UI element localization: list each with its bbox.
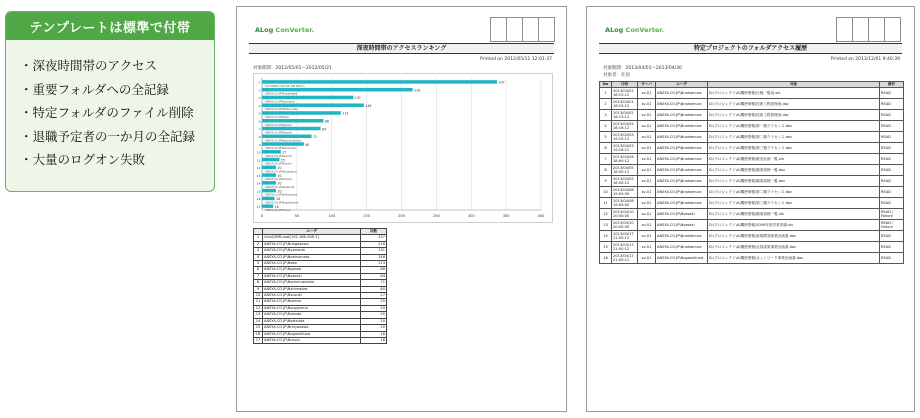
col-header-user: ユーザ (263, 229, 361, 235)
ranking-table (253, 228, 387, 344)
target-cell: D:\プロジェクト\A\機密情報\技術工程管理表.doc (708, 110, 880, 121)
target-cell: D:\プロジェクト\A\機密情報\第二期ライセンス.doc (708, 187, 880, 198)
no-cell: 16 (600, 253, 612, 264)
report-period: 対象期間：2013/04/01～2013/04/30 (603, 66, 682, 71)
operation-cell: READ / Failure (880, 209, 904, 220)
template-item: ・特定フォルダのファイル削除 (20, 105, 194, 120)
user-cell: ANSYA.CO.JP\Nsatsuda (263, 318, 361, 324)
table-row (600, 165, 904, 176)
bar (262, 189, 276, 192)
target-cell: D:\プロジェクト\A\機密情報\顧客管理一覧.xls (708, 209, 880, 220)
rank-cell: 11 (254, 299, 263, 305)
col-header-target: 対象 (708, 82, 880, 88)
x-tick-label: 150 (363, 214, 371, 218)
bar (262, 166, 276, 169)
operation-cell: READ (880, 198, 904, 209)
bar-user-label: ANSYA.CO.JP\Nokada (265, 178, 292, 182)
bar-value-label: 20 (277, 189, 282, 194)
count-cell: 84 (361, 273, 387, 279)
report-period: 対象期間：2012/05/01～2012/05/21 (253, 66, 332, 71)
bar-user-label: ANSYA.CO.JP\Nsatsuda (265, 185, 295, 189)
operation-cell: READ (880, 242, 904, 253)
category-label: 10 (256, 150, 261, 155)
report-ranking-sheet (236, 6, 567, 412)
count-cell: 71 (361, 280, 387, 286)
user-cell: ANSYA.CO.JP\Nsasaki (263, 273, 361, 279)
table-row (600, 198, 904, 209)
category-label: 3 (258, 96, 261, 101)
bar-value-label: 27 (282, 150, 287, 155)
rank-cell: 17 (254, 337, 263, 343)
operation-cell: READ (880, 110, 904, 121)
bar-value-label: 20 (277, 181, 282, 186)
bar-value-label: 131 (354, 96, 361, 101)
printed-date: Printed on 2012/05/11 12:01:37 (479, 57, 552, 62)
no-cell: 3 (600, 110, 612, 121)
user-cell: ANSYA.CO.JP\Nkatsumata (263, 254, 361, 260)
no-cell: 8 (600, 165, 612, 176)
server-cell: sv-01 (638, 220, 656, 231)
template-item: ・退職予定者の一か月の全記録 (20, 128, 196, 144)
category-label: 13 (256, 173, 261, 178)
target-cell: D:\プロジェクト\A\機密情報\第三期ライセンス.doc (708, 143, 880, 154)
table-row (600, 209, 904, 220)
bar-user-label: Unix\DNR-root[192.168.208.1] (265, 84, 305, 88)
approval-stamp-boxes (491, 17, 555, 42)
no-cell: 14 (600, 231, 612, 242)
table-row (600, 143, 904, 154)
count-cell: 113 (361, 261, 387, 267)
user-cell: ANSYA.CO.JP\Nnakamura (656, 165, 708, 176)
count-cell: 25 (361, 299, 387, 305)
rank-cell: 8 (254, 280, 263, 286)
bar (262, 150, 281, 153)
template-card-title: テンプレートは標準で付帯 (6, 12, 214, 40)
rank-cell: 1 (254, 235, 263, 241)
operation-cell: READ (880, 165, 904, 176)
count-cell: 18 (361, 331, 387, 337)
template-list (6, 40, 214, 172)
no-cell: 7 (600, 154, 612, 165)
date-cell: 2013/04/08 19:00:00 (612, 198, 638, 209)
server-cell: sv-01 (638, 88, 656, 99)
rank-cell: 5 (254, 261, 263, 267)
count-cell: 131 (361, 248, 387, 254)
x-tick-label: 50 (294, 214, 300, 218)
count-cell: 216 (361, 241, 387, 247)
col-header-count: 回数 (361, 229, 387, 235)
bar-user-label: ANSYA.CO.JP\Nkatsumata (265, 108, 298, 112)
user-cell: ANSYA.CO.JP\Nnakamura (656, 132, 708, 143)
date-cell: 2013/04/17 21:00:12 (612, 242, 638, 253)
category-label: 7 (258, 127, 261, 132)
server-cell: sv-01 (638, 121, 656, 132)
table-row (600, 154, 904, 165)
date-cell: 2013/04/03 19:16:12 (612, 143, 638, 154)
alog-logo (255, 26, 314, 34)
bar (262, 88, 413, 91)
category-label: 5 (258, 111, 261, 116)
user-cell: ANSYA.CO.JP\Nnakamura (656, 143, 708, 154)
count-cell: 20 (361, 305, 387, 311)
rank-cell: 14 (254, 318, 263, 324)
date-cell: 2013/04/04 18:00:12 (612, 154, 638, 165)
table-row (600, 176, 904, 187)
bar-value-label: 216 (414, 88, 421, 93)
x-tick-label: 0 (260, 214, 264, 218)
date-cell: 2013/04/01 18:15:12 (612, 99, 638, 110)
rank-cell: 3 (254, 248, 263, 254)
table-row (254, 337, 387, 343)
x-tick-label: 350 (502, 214, 510, 218)
user-cell: ANSYA.CO.JP\Nokada (263, 312, 361, 318)
no-cell: 15 (600, 242, 612, 253)
target-cell: D:\プロジェクト\A\機密情報\2009年度営業実績.xls (708, 220, 880, 231)
server-cell: sv-01 (638, 187, 656, 198)
category-label: 4 (258, 103, 261, 108)
count-cell: 20 (361, 312, 387, 318)
bar-value-label: 20 (277, 166, 282, 171)
bar-user-label: ANSYA.CO.JP\Nshimadas (265, 147, 297, 151)
table-row (600, 231, 904, 242)
rank-cell: 15 (254, 325, 263, 331)
user-cell: ANSYA.CO.JP\Nmuro (263, 337, 361, 343)
ranking-bar-chart-svg (254, 74, 554, 224)
bar-value-label: 16 (274, 204, 279, 209)
operation-cell: READ (880, 143, 904, 154)
user-cell: ANSYA.CO.JP\Nnakamura (656, 198, 708, 209)
operation-cell: READ (880, 88, 904, 99)
template-item: ・重要フォルダへの全記録 (20, 81, 169, 97)
server-cell: sv-01 (638, 198, 656, 209)
operation-cell: READ (880, 132, 904, 143)
no-cell: 6 (600, 143, 612, 154)
bar-user-label: ANSYA.CO.JP\Nmuro (265, 209, 291, 213)
target-cell: D:\プロジェクト\A\機密情報\第三期ライセンス.doc (708, 198, 880, 209)
bar-user-label: ANSYA.CO.JP\Ngoseo (265, 123, 292, 127)
bar-value-label: 60 (305, 142, 310, 147)
report-target: 対象者：社員 (603, 73, 630, 78)
x-tick-label: 250 (432, 214, 440, 218)
bar-value-label: 113 (342, 111, 349, 116)
table-row (600, 110, 904, 121)
operation-cell: READ (880, 231, 904, 242)
user-cell: ANSYA.CO.JP\Nsugiyama (263, 305, 361, 311)
bar (262, 181, 276, 184)
category-label: 9 (258, 142, 261, 147)
ranking-bar-chart (253, 73, 553, 223)
user-cell: Unix\DNR-root[192.168.208.1] (263, 235, 361, 241)
bar (262, 96, 353, 99)
count-cell: 20 (361, 325, 387, 331)
date-cell: 2013/04/17 21:00:12 (612, 231, 638, 242)
server-cell: sv-01 (638, 253, 656, 264)
user-cell: ANSYA.CO.JP\Nadministrator (263, 280, 361, 286)
approval-stamp-boxes (837, 17, 901, 42)
no-cell: 9 (600, 176, 612, 187)
no-cell: 10 (600, 187, 612, 198)
date-cell: 2013/04/10 20:00:00 (612, 220, 638, 231)
target-cell: D:\プロジェクト\A\機密情報\仕様一覧表.xls (708, 88, 880, 99)
bar (262, 127, 321, 130)
bar (262, 142, 304, 145)
bar-value-label: 20 (277, 173, 282, 178)
template-item: ・深夜時間帯のアクセス (20, 58, 158, 73)
bar-value-label: 71 (313, 135, 318, 140)
user-cell: ANSYA.CO.JP\Nabe (263, 261, 361, 267)
bar (262, 204, 273, 207)
bar-value-label: 84 (322, 127, 327, 132)
logo-prefix: ALog (605, 26, 624, 34)
rank-cell: 7 (254, 273, 263, 279)
template-card (5, 11, 215, 192)
operation-cell: READ (880, 154, 904, 165)
server-cell: sv-01 (638, 231, 656, 242)
user-cell: ANSYA.CO.JP\Nnakamura (656, 110, 708, 121)
bar-user-label: ANSYA.CO.JP\Nogashihara (265, 201, 299, 205)
bar (262, 197, 275, 200)
user-cell: ANSYA.CO.JP\Nnagasawa (263, 241, 361, 247)
date-cell: 2013/04/08 19:00:00 (612, 187, 638, 198)
table-row (600, 253, 904, 264)
server-cell: sv-01 (638, 176, 656, 187)
bar-value-label: 18 (276, 197, 281, 202)
user-cell: ANSYA.CO.JP\Nnakamura (656, 88, 708, 99)
user-cell: ANSYA.CO.JP\Nmiyazawa (263, 325, 361, 331)
date-cell: 2013/04/10 20:00:00 (612, 209, 638, 220)
count-cell: 16 (361, 337, 387, 343)
bar-user-label: ANSYA.CO.JP\Nsasaki (265, 131, 293, 135)
rank-cell: 16 (254, 331, 263, 337)
operation-cell: READ (880, 99, 904, 110)
user-cell: ANSYA.CO.JP\Nnakamura (656, 242, 708, 253)
x-tick-label: 300 (467, 214, 475, 218)
rank-cell: 2 (254, 241, 263, 247)
user-cell: ANSYA.CO.JP\Nsasaki (656, 209, 708, 220)
user-cell: ANSYA.CO.JP\Nsasaki (656, 220, 708, 231)
date-cell: 2013/04/17 21:00:12 (612, 253, 638, 264)
user-cell: ANSYA.CO.JP\Nnakamura (656, 231, 708, 242)
count-cell: 60 (361, 286, 387, 292)
user-cell: ANSYA.CO.JP\Nnakamura (656, 99, 708, 110)
target-cell: D:\プロジェクト\A\機密情報\販売計画一覧.xls (708, 154, 880, 165)
rank-cell: 12 (254, 305, 263, 311)
bar-user-label: ANSYA.CO.JP\Nsuzuki (265, 154, 293, 158)
target-cell: D:\プロジェクト\A\機密情報\技術工程管理表.doc (708, 99, 880, 110)
date-cell: 2013/04/05 18:00:12 (612, 165, 638, 176)
server-cell: sv-01 (638, 143, 656, 154)
user-cell: ANSYA.CO.JP\Nyamada (263, 248, 361, 254)
category-label: 11 (256, 158, 261, 163)
target-cell: D:\プロジェクト\A\機密情報\新規開発事業計画書.doc (708, 231, 880, 242)
server-cell: sv-01 (638, 154, 656, 165)
operation-cell: READ / Failure (880, 220, 904, 231)
col-header-server: サーバ (638, 82, 656, 88)
server-cell: sv-01 (638, 110, 656, 121)
table-row (600, 242, 904, 253)
user-cell: ANSYA.CO.JP\Nogashihara (263, 331, 361, 337)
target-cell: D:\プロジェクト\A\機密情報\第一期ライセンス.doc (708, 121, 880, 132)
report-history-sheet (586, 6, 915, 412)
date-cell: 2013/04/01 18:15:12 (612, 88, 638, 99)
operation-cell: READ (880, 187, 904, 198)
table-row (600, 187, 904, 198)
bar (262, 119, 323, 122)
x-tick-label: 200 (398, 214, 405, 218)
server-cell: sv-01 (638, 209, 656, 220)
report-title: 特定プロジェクトのフォルダアクセス履歴 (599, 43, 902, 54)
table-row (600, 220, 904, 231)
no-cell: 4 (600, 121, 612, 132)
category-label: 15 (256, 189, 261, 194)
no-cell: 2 (600, 99, 612, 110)
count-cell: 146 (361, 254, 387, 260)
count-cell: 88 (361, 267, 387, 273)
bar (262, 135, 312, 138)
date-cell: 2013/04/02 16:13:12 (612, 110, 638, 121)
rank-cell: 13 (254, 312, 263, 318)
col-header-operation: 操作 (880, 82, 904, 88)
category-label: 12 (256, 166, 261, 171)
user-cell: ANSYA.CO.JP\Nnakamura (656, 176, 708, 187)
x-tick-label: 100 (328, 214, 336, 218)
target-cell: D:\プロジェクト\A\機密情報\顧客管理一覧.doc (708, 176, 880, 187)
count-cell: 27 (361, 293, 387, 299)
bar-value-label: 337 (498, 80, 505, 85)
logo-suffix: ConVerter. (273, 26, 314, 34)
rank-cell: 6 (254, 267, 263, 273)
bar-value-label: 146 (365, 103, 372, 108)
printed-date: Printed on 2013/12/01 9:40:39 (830, 57, 900, 62)
user-cell: ANSYA.CO.JP\Nnakamura (656, 121, 708, 132)
date-cell: 2013/04/03 19:15:12 (612, 132, 638, 143)
col-header-no: No (600, 82, 612, 88)
server-cell: sv-01 (638, 242, 656, 253)
user-cell: ANSYA.CO.JP\Nokano (263, 299, 361, 305)
bar (262, 111, 341, 114)
target-cell: D:\プロジェクト\A\機密情報\社員成果事業計画書.doc (708, 242, 880, 253)
category-label: 6 (258, 119, 261, 124)
server-cell: sv-01 (638, 165, 656, 176)
template-item: ・大量のログオン失敗 (20, 152, 146, 167)
bar-user-label: ANSYA.CO.JP\Nmiyazawa (265, 193, 298, 197)
operation-cell: READ (880, 176, 904, 187)
no-cell: 1 (600, 88, 612, 99)
table-row (600, 99, 904, 110)
user-cell: ANSYA.CO.JP\Nnakamura (656, 187, 708, 198)
category-label: 17 (256, 204, 261, 209)
count-cell: 337 (361, 235, 387, 241)
bar-value-label: 25 (280, 158, 285, 163)
bar-user-label: ANSYA.CO.JP\Nyamada (265, 100, 295, 104)
x-tick-label: 400 (537, 214, 545, 218)
server-cell: sv-01 (638, 132, 656, 143)
category-label: 8 (258, 135, 261, 140)
bar (262, 158, 279, 161)
category-label: 14 (256, 181, 261, 186)
rank-cell: 9 (254, 286, 263, 292)
no-cell: 11 (600, 198, 612, 209)
bar-user-label: ANSYA.CO.JP\Nsugiyama (265, 170, 297, 174)
target-cell: D:\プロジェクト\A\機密情報\顧客管理一覧.doc (708, 165, 880, 176)
operation-cell: READ (880, 253, 904, 264)
category-label: 2 (258, 88, 261, 93)
target-cell: D:\プロジェクト\A\機密情報\ネットワーク事業計画書.doc (708, 253, 880, 264)
bar-user-label: ANSYA.CO.JP\Nnagasawa (265, 92, 298, 96)
category-label: 16 (256, 197, 261, 202)
category-label: 1 (258, 80, 261, 85)
bar (262, 173, 276, 176)
alog-logo (605, 26, 664, 34)
server-cell: sv-01 (638, 99, 656, 110)
rank-cell: 10 (254, 293, 263, 299)
bar (262, 103, 364, 106)
rank-cell: 4 (254, 254, 263, 260)
logo-suffix: ConVerter. (623, 26, 664, 34)
col-header-date: 日時 (612, 82, 638, 88)
user-cell: ANSYA.CO.JP\Nnakamura (656, 154, 708, 165)
bar-value-label: 88 (324, 119, 329, 124)
no-cell: 13 (600, 220, 612, 231)
bar-user-label: ANSYA.CO.JP\Nadministrator (265, 139, 302, 143)
access-history-table (599, 81, 904, 264)
date-cell: 2013/04/02 16:16:12 (612, 121, 638, 132)
count-cell: 20 (361, 318, 387, 324)
user-cell: ANSYA.CO.JP\Ngoseo (263, 267, 361, 273)
bar (262, 80, 497, 83)
user-cell: ANSYA.CO.JP\Nshimadas (263, 286, 361, 292)
bar-user-label: ANSYA.CO.JP\Nokano (265, 162, 292, 166)
logo-prefix: ALog (255, 26, 274, 34)
operation-cell: READ (880, 121, 904, 132)
table-row (600, 132, 904, 143)
report-title: 深夜時間帯のアクセスランキング (249, 43, 554, 54)
table-row (600, 121, 904, 132)
target-cell: D:\プロジェクト\A\機密情報\第二期ライセンス.doc (708, 132, 880, 143)
no-cell: 5 (600, 132, 612, 143)
col-header-user: ユーザ (656, 82, 708, 88)
date-cell: 2013/04/05 18:00:12 (612, 176, 638, 187)
user-cell: ANSYA.CO.JP\Nogashihara (656, 253, 708, 264)
bar-user-label: ANSYA.CO.JP\Nabe (265, 115, 289, 119)
no-cell: 12 (600, 209, 612, 220)
user-cell: ANSYA.CO.JP\Nsuzuki (263, 293, 361, 299)
table-row (600, 88, 904, 99)
